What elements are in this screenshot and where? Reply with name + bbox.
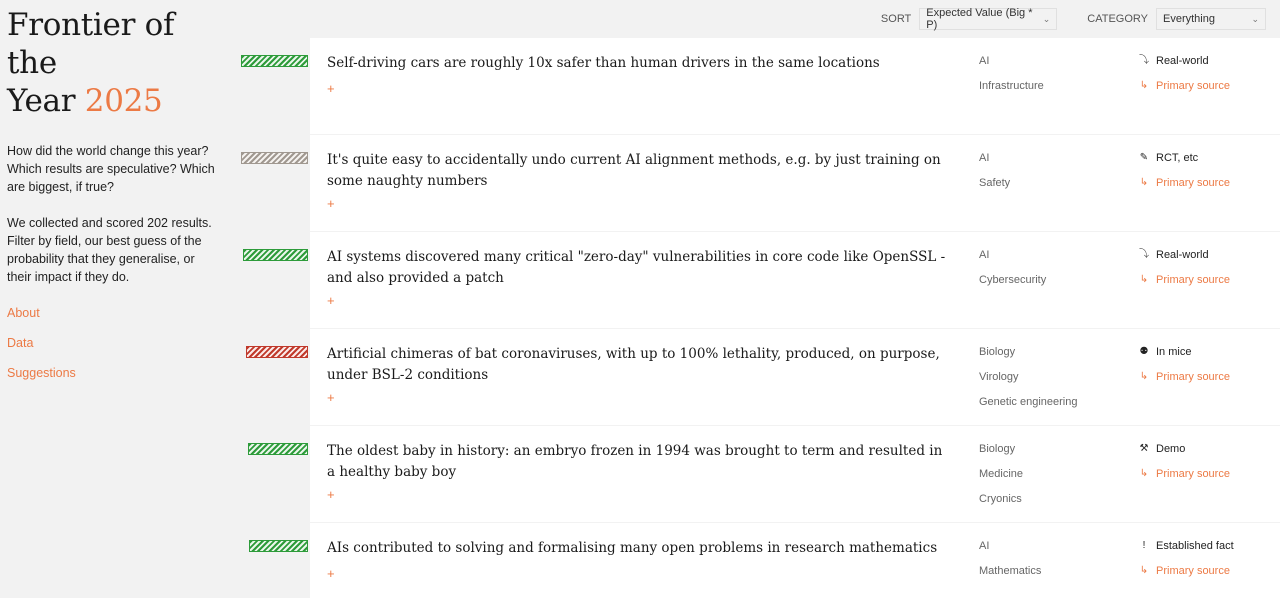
expand-button[interactable]: +	[327, 81, 335, 96]
result-row	[0, 523, 1280, 598]
exclamation-icon: !	[1142, 540, 1146, 551]
result-headline[interactable]: The oldest baby in history: an embryo frozen in 1994 was brought to term and resulted in a healthy baby boy	[327, 443, 943, 480]
evidence-type	[1137, 151, 1230, 165]
result-tags	[979, 539, 1041, 589]
result-row	[0, 135, 1280, 232]
result-tags	[979, 248, 1046, 298]
site-title-year: 2025	[84, 83, 163, 119]
sort-label: SORT	[880, 13, 912, 25]
score-bar	[241, 152, 308, 164]
result-tags	[979, 442, 1023, 517]
score-bar	[243, 249, 308, 261]
evidence-type-label: In mice	[1156, 346, 1192, 358]
primary-source-link[interactable]	[1137, 370, 1230, 384]
expand-button[interactable]: +	[327, 196, 335, 211]
result-tags	[979, 151, 1010, 201]
evidence-info	[1137, 539, 1234, 578]
result-headline[interactable]: It's quite easy to accidentally undo current AI alignment methods, e.g. by just training on some naughty numbers	[327, 152, 941, 189]
result-headline[interactable]: Artificial chimeras of bat coronaviruses, with up to 100% lethality, produced, on purpose, under BSL-2 conditions	[327, 346, 940, 383]
result-card[interactable]	[310, 426, 1280, 522]
evidence-type-label: Real-world	[1156, 55, 1209, 67]
site-title-line2: Year	[7, 83, 76, 119]
evidence-info	[1137, 248, 1230, 287]
result-card[interactable]	[310, 135, 1280, 231]
expand-button[interactable]: +	[327, 487, 335, 502]
result-card[interactable]	[310, 38, 1280, 134]
primary-source-link[interactable]	[1137, 273, 1230, 287]
evidence-type	[1137, 442, 1230, 456]
score-bar	[248, 443, 308, 455]
score-bar	[241, 55, 308, 67]
result-row	[0, 426, 1280, 523]
score-bar	[249, 540, 308, 552]
chevron-down-icon: ⌄	[1251, 13, 1259, 24]
pencil-icon: ✎	[1139, 152, 1149, 163]
result-row	[0, 38, 1280, 135]
tag-label: Biology	[979, 346, 1016, 358]
primary-source-link[interactable]	[1137, 79, 1230, 93]
filter-controls	[310, 0, 1280, 38]
evidence-type	[1137, 345, 1230, 359]
category-select-value: Everything	[1163, 13, 1215, 25]
return-arrow-icon: ↳	[1139, 80, 1149, 91]
evidence-type	[1137, 248, 1230, 262]
evidence-type-label: Established fact	[1156, 540, 1234, 552]
tag-label: Genetic engineering	[979, 396, 1078, 408]
return-arrow-icon: ↳	[1139, 274, 1149, 285]
category-select[interactable]	[1156, 8, 1266, 30]
tag-label: AI	[979, 540, 990, 552]
nav-link-suggestions[interactable]: Suggestions	[7, 366, 76, 380]
line-chart-icon: ⤵	[1139, 55, 1149, 66]
nav-link-about[interactable]: About	[7, 306, 40, 320]
tag-label: Safety	[979, 177, 1011, 189]
result-card[interactable]	[310, 523, 1280, 598]
primary-source-label: Primary source	[1156, 274, 1230, 286]
evidence-info	[1137, 54, 1230, 93]
chevron-down-icon: ⌄	[1042, 13, 1051, 24]
category-label: CATEGORY	[1087, 13, 1148, 25]
tag-label: AI	[979, 152, 990, 164]
evidence-type-label: Real-world	[1156, 249, 1209, 261]
result-headline[interactable]: AIs contributed to solving and formalising many open problems in research mathematics	[327, 540, 938, 556]
result-tags	[979, 54, 1044, 104]
evidence-info	[1137, 151, 1230, 190]
tag-label: Medicine	[979, 468, 1024, 480]
evidence-info	[1137, 345, 1230, 384]
primary-source-label: Primary source	[1156, 177, 1230, 189]
evidence-type	[1137, 54, 1230, 68]
evidence-type-label: RCT, etc	[1156, 152, 1199, 164]
primary-source-label: Primary source	[1156, 371, 1230, 383]
result-card[interactable]	[310, 232, 1280, 328]
result-card[interactable]	[310, 329, 1280, 425]
primary-source-label: Primary source	[1156, 80, 1230, 92]
sort-select[interactable]	[919, 8, 1057, 30]
expand-button[interactable]: +	[327, 390, 335, 405]
return-arrow-icon: ↳	[1139, 177, 1149, 188]
score-bar	[246, 346, 308, 358]
return-arrow-icon: ↳	[1139, 565, 1149, 576]
tag-label: Virology	[979, 371, 1019, 383]
result-row	[0, 232, 1280, 329]
evidence-info	[1137, 442, 1230, 481]
nav-link-data[interactable]: Data	[7, 336, 34, 350]
mouse-icon: ⚉	[1139, 346, 1149, 357]
tag-label: Biology	[979, 443, 1016, 455]
sort-select-value: Expected Value (Big * P)	[926, 7, 1033, 31]
site-title-line1: Frontier of the	[7, 7, 175, 81]
tag-label: Cryonics	[979, 493, 1022, 505]
result-headline[interactable]: AI systems discovered many critical "zero-day" vulnerabilities in core code like OpenSSL - and also provided a patch	[327, 249, 946, 286]
intro-paragraph-1: How did the world change this year? Which results are speculative? Which are biggest, if true?	[7, 144, 215, 194]
tag-label: AI	[979, 55, 990, 67]
tag-label: Infrastructure	[979, 80, 1044, 92]
primary-source-label: Primary source	[1156, 565, 1230, 577]
line-chart-icon: ⤵	[1139, 249, 1149, 260]
evidence-type-label: Demo	[1156, 443, 1186, 455]
primary-source-link[interactable]	[1137, 176, 1230, 190]
tag-label: AI	[979, 249, 990, 261]
result-row	[0, 329, 1280, 426]
result-tags	[979, 345, 1077, 420]
primary-source-link[interactable]	[1137, 564, 1234, 578]
results-list	[0, 38, 1280, 598]
tag-label: Mathematics	[979, 565, 1042, 577]
result-headline[interactable]: Self-driving cars are roughly 10x safer than human drivers in the same locations	[327, 55, 880, 71]
wrench-icon: ⚒	[1139, 443, 1149, 454]
expand-button[interactable]: +	[327, 566, 335, 581]
primary-source-link[interactable]	[1137, 467, 1230, 481]
return-arrow-icon: ↳	[1139, 468, 1149, 479]
return-arrow-icon: ↳	[1139, 371, 1149, 382]
expand-button[interactable]: +	[327, 293, 335, 308]
evidence-type	[1137, 539, 1234, 553]
tag-label: Cybersecurity	[979, 274, 1047, 286]
intro-paragraph-2: We collected and scored 202 results. Filter by field, our best guess of the probability that they generalise, or their impact if they do.	[7, 216, 212, 284]
primary-source-label: Primary source	[1156, 468, 1230, 480]
